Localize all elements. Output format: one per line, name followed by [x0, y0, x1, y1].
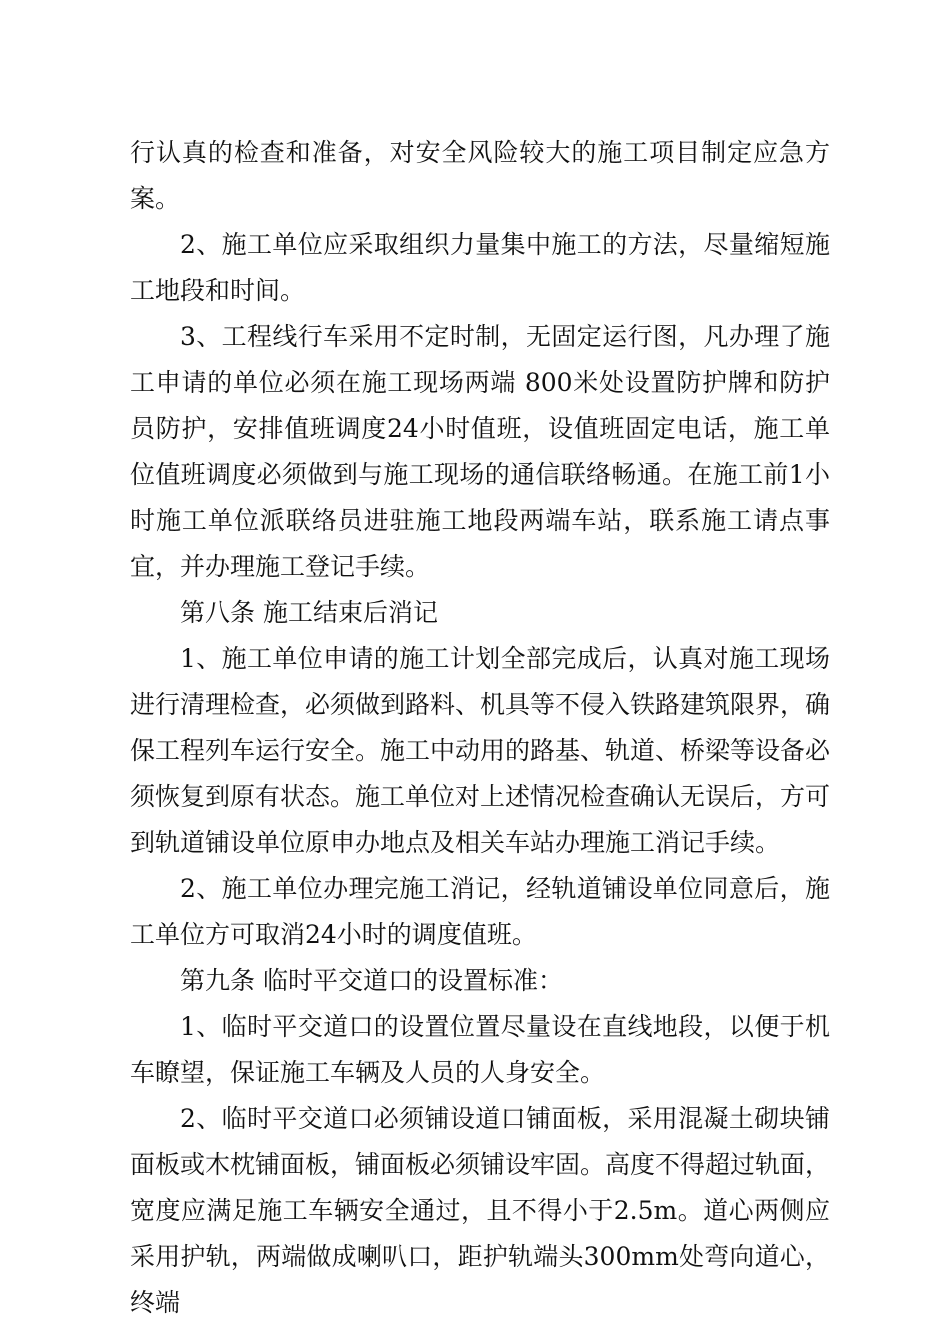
document-body [130, 130, 830, 1326]
paragraph-article-9-item-2: 2、临时平交道口必须铺设道口铺面板，采用混凝土砌块铺面板或木枕铺面板，铺面板必须铺设牢固。高度不得超过轨面，宽度应满足施工车辆安全通过，且不得小于2.5m。道心两侧应采用护轨，两端做成喇叭口，距护轨端头300mm处弯向道心，终端 [130, 1104, 831, 1317]
paragraph-continuation: 行认真的检查和准备，对安全风险较大的施工项目制定应急方案。 [130, 138, 830, 213]
paragraph-item-2: 2、施工单位应采取组织力量集中施工的方法，尽量缩短施工地段和时间。 [130, 230, 830, 305]
section-heading-article-8: 第八条 施工结束后消记 [180, 598, 438, 627]
paragraph-article-9-item-1: 1、临时平交道口的设置位置尽量设在直线地段，以便于机车瞭望，保证施工车辆及人员的人身安全。 [130, 1012, 830, 1087]
section-heading-article-9: 第九条 临时平交道口的设置标准： [180, 966, 563, 995]
paragraph-article-8-item-1: 1、施工单位申请的施工计划全部完成后，认真对施工现场进行清理检查，必须做到路料、机具等不侵入铁路建筑限界，确保工程列车运行安全。施工中动用的路基、轨道、桥梁等设备必须恢复到原有状态。施工单位对上述情况检查确认无误后，方可到轨道铺设单位原申办地点及相关车站办理施工消记手续。 [130, 644, 831, 857]
paragraph-item-3: 3、工程线行车采用不定时制，无固定运行图，凡办理了施工申请的单位必须在施工现场两端 800米处设置防护牌和防护员防护，安排值班调度24小时值班，设值班固定电话，施工单位值班调度必须做到与施工现场的通信联络畅通。在施工前1小时施工单位派联络员进驻施工地段两端车站，联系施工请点事宜，并办理施工登记手续。 [130, 322, 830, 581]
paragraph-article-8-item-2: 2、施工单位办理完施工消记，经轨道铺设单位同意后，施工单位方可取消24小时的调度值班。 [130, 874, 830, 949]
